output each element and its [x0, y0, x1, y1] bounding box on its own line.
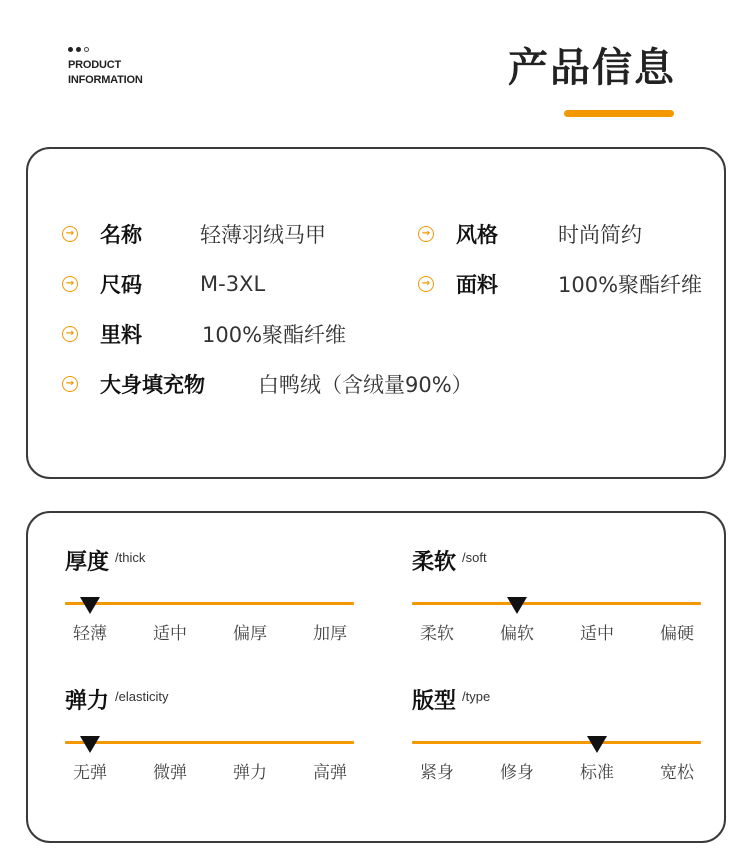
title-underline — [564, 110, 674, 117]
info-key: 大身填充物 — [100, 373, 205, 397]
scale-labels — [412, 758, 702, 782]
scale-label: 微弹 — [153, 763, 187, 783]
brand-en-line1: PRODUCT — [68, 59, 121, 71]
scale-marker-icon — [80, 597, 100, 614]
scale-label: 偏厚 — [233, 624, 267, 644]
scale-label: 轻薄 — [73, 624, 107, 644]
info-row-fabric — [418, 269, 703, 299]
scale-label: 无弹 — [73, 763, 107, 783]
scale-title-en: /type — [462, 689, 491, 704]
info-key: 里料 — [100, 323, 142, 347]
info-key: 面料 — [456, 273, 498, 297]
scale-label: 柔软 — [420, 624, 454, 644]
scale-label: 修身 — [500, 763, 534, 783]
scale-title-cn: 弹力 — [65, 689, 110, 714]
scale-label: 高弹 — [313, 763, 347, 783]
arrow-right-circle-icon: → — [62, 276, 78, 292]
info-key: 尺码 — [100, 273, 142, 297]
scale-title-cn: 版型 — [412, 689, 457, 714]
scale-label: 偏软 — [500, 624, 534, 644]
scale-title — [412, 547, 702, 581]
info-key: 名称 — [100, 223, 142, 247]
scale-label: 适中 — [580, 624, 614, 644]
scale-marker-icon — [80, 736, 100, 753]
scale-title-en: /thick — [115, 550, 146, 565]
scale-label: 偏硬 — [660, 624, 694, 644]
scale-title-en: /soft — [462, 550, 487, 565]
scale-title — [65, 686, 355, 720]
scale-track — [65, 741, 354, 744]
page-title: 产品信息 — [508, 45, 676, 91]
scale-label: 标准 — [580, 763, 614, 783]
dot-filled-icon — [76, 47, 81, 52]
info-value: 时尚简约 — [558, 223, 642, 247]
scale-title-cn: 厚度 — [65, 550, 110, 575]
arrow-right-circle-icon: → — [62, 376, 78, 392]
scale-track — [412, 602, 701, 605]
arrow-right-circle-icon: → — [62, 326, 78, 342]
scale-marker-icon — [587, 736, 607, 753]
scale-marker-icon — [507, 597, 527, 614]
scale-softness — [412, 547, 702, 644]
scale-labels — [65, 758, 355, 782]
info-value: 轻薄羽绒马甲 — [200, 223, 326, 247]
product-scales-card — [26, 511, 726, 843]
arrow-right-circle-icon: → — [418, 276, 434, 292]
info-value: 100%聚酯纤维 — [558, 273, 703, 297]
info-row-name — [62, 219, 326, 249]
dot-hollow-icon — [84, 47, 89, 52]
dot-filled-icon — [68, 47, 73, 52]
info-value: 100%聚酯纤维 — [202, 323, 347, 347]
scale-thickness — [65, 547, 355, 644]
info-row-filling — [62, 369, 473, 399]
product-info-card — [26, 147, 726, 479]
info-row-style — [418, 219, 642, 249]
scale-label: 适中 — [153, 624, 187, 644]
scale-fit-type — [412, 686, 702, 783]
scale-track — [65, 602, 354, 605]
brand-en-line2: INFORMATION — [68, 74, 143, 86]
brand-block — [68, 44, 143, 88]
scale-labels — [412, 619, 702, 643]
arrow-right-circle-icon: → — [418, 226, 434, 242]
scale-labels — [65, 619, 355, 643]
scale-track — [412, 741, 701, 744]
scale-title — [65, 547, 355, 581]
info-value: 白鸭绒（含绒量90%） — [258, 373, 473, 397]
scale-title-en: /elasticity — [115, 689, 169, 704]
scale-label: 宽松 — [660, 763, 694, 783]
scale-title — [412, 686, 702, 720]
info-key: 风格 — [456, 223, 498, 247]
dots-decoration — [68, 44, 143, 54]
arrow-right-circle-icon: → — [62, 226, 78, 242]
scale-title-cn: 柔软 — [412, 550, 457, 575]
info-row-size — [62, 269, 266, 299]
info-row-lining — [62, 319, 347, 349]
scale-label: 紧身 — [420, 763, 454, 783]
scale-label: 弹力 — [233, 763, 267, 783]
scale-label: 加厚 — [313, 624, 347, 644]
info-value: M-3XL — [200, 272, 266, 296]
scale-elasticity — [65, 686, 355, 783]
